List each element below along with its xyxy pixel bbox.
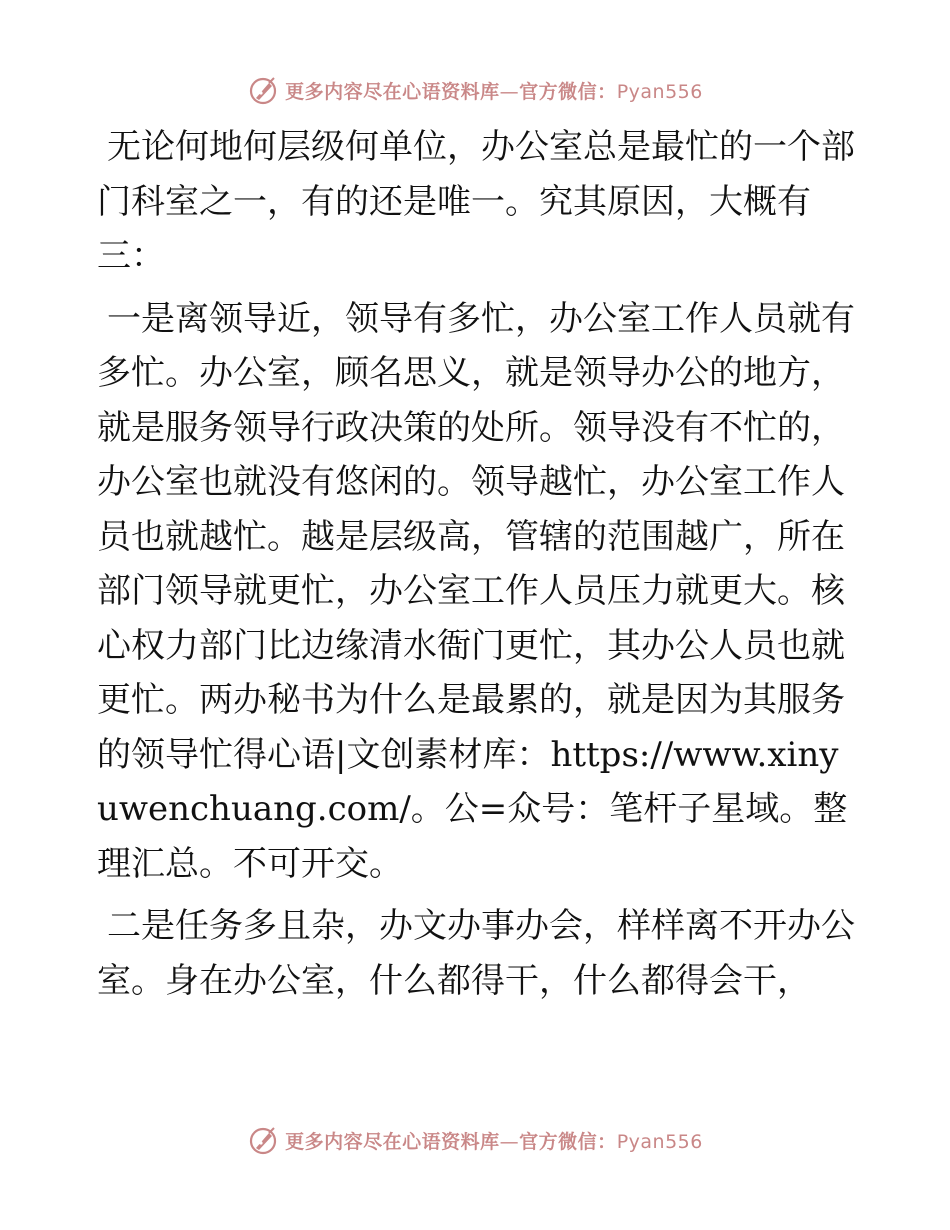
banner-wechat-label: 官方微信： <box>519 1130 617 1153</box>
paragraph-text: 一是离领导近，领导有多忙，办公室工作人员就有多忙。办公室，顾名思义，就是领导办公的地方，就是服务领导行政决策的处所。领导没有不忙的，办公室也就没有悠闲的。领导越忙，办公室工作人员也就越忙。越是层级高，管辖的范围越广，所在部门领导就更忙，办公室工作人员压力就更大。核心权力部门比边缘清水衙门更忙，其办公人员也就更忙。两办秘书为什么是最累的，就是因为其服务的领导忙得心语|文创素材库：https://www.xinyuwenchuang.com/。公=众号：笔杆子星域。整理汇总。不可开交。 <box>97 298 855 884</box>
banner-dash: — <box>499 1130 520 1153</box>
paragraph-reason-one <box>97 292 857 892</box>
banner-dash: — <box>499 80 520 103</box>
quill-pen-logo-icon <box>247 74 279 106</box>
paragraph-text: 无论何地何层级何单位，办公室总是最忙的一个部门科室之一，有的还是唯一。究其原因，大概有三： <box>97 127 855 276</box>
banner-wechat-label: 官方微信： <box>519 80 617 103</box>
banner-brand: 更多内容尽在心语资料库 <box>285 1130 500 1153</box>
banner-brand: 更多内容尽在心语资料库 <box>285 80 500 103</box>
paragraph-text: 二是任务多且杂，办文办事办会，样样离不开办公室。身在办公室，什么都得干，什么都得会干， <box>97 906 855 1001</box>
paragraph-reason-two <box>97 899 857 1008</box>
banner-account: Pyan556 <box>616 80 703 103</box>
footer-banner <box>0 1120 950 1160</box>
banner-text <box>285 1127 703 1154</box>
banner-text <box>285 77 703 104</box>
banner-account: Pyan556 <box>616 1130 703 1153</box>
document-body <box>97 120 857 1016</box>
quill-pen-logo-icon <box>247 1124 279 1156</box>
header-banner <box>0 70 950 110</box>
paragraph-intro <box>97 120 857 284</box>
